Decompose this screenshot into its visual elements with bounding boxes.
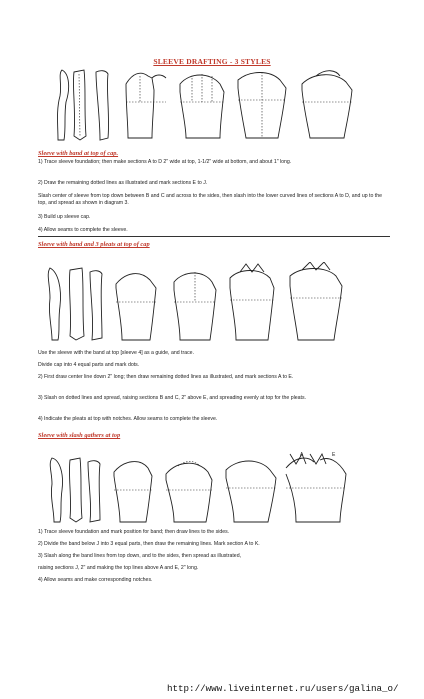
section-1-para-1: 1) Trace sleeve foundation; then make sections A to D 2" wide at top, 1-1/2" wide at bottom, and about 1" long. xyxy=(38,159,292,165)
section-3-para-1: 1) Trace sleeve foundation and mark position for band; then draw lines to the sides. xyxy=(38,529,230,535)
section-1-para-5: 4) Allow seams to complete the sleeve. xyxy=(38,227,128,233)
section-heading-2: Sleeve with band and 3 pleats at top of cap xyxy=(38,241,150,248)
source-url[interactable]: http://www.liveinternet.ru/users/galina_o/ xyxy=(167,683,399,694)
page-title: SLEEVE DRAFTING - 3 STYLES xyxy=(153,57,271,66)
figure-sleeve-slash-gathers xyxy=(40,450,380,526)
section-heading-1: Sleeve with band at top of cap. xyxy=(38,150,119,157)
section-1-para-2: 2) Draw the remaining dotted lines as illustrated and mark sections E to J. xyxy=(38,180,208,186)
section-3-para-4: raising sections J, 2" and making the top lines above A and E, 2" long. xyxy=(38,565,199,571)
section-3-para-5: 4) Allow seams and make corresponding notches. xyxy=(38,577,153,583)
section-divider xyxy=(38,236,390,237)
section-1-para-4: 3) Build up sleeve cap. xyxy=(38,214,91,220)
section-1-para-3: Slash center of sleeve from top down between B and C and across to the sides, then slash into the lower curved lines of sections A to D, and up to the top, and spread as shown in diagram 3. xyxy=(38,193,383,207)
section-2-para-4: 3) Slash on dotted lines and spread, raising sections B and C, 2" above E, and spreading evenly at top for the pleats. xyxy=(38,395,307,401)
figure-sleeve-band-top xyxy=(40,66,380,144)
figure-sleeve-pleats xyxy=(40,262,380,344)
section-3-para-2: 2) Divide the band below J into 3 equal parts, then draw the remaining lines. Mark section A to K. xyxy=(38,541,260,547)
svg-text:A: A xyxy=(300,452,304,458)
section-2-para-1: Use the sleeve with the band at top [sleeve 4] as a guide, and trace. xyxy=(38,350,195,356)
section-2-para-2: Divide cap into 4 equal parts and mark dots. xyxy=(38,362,140,368)
section-heading-3: Sleeve with slash gathers at top xyxy=(38,432,121,439)
section-3-para-3: 3) Slash along the band lines from top down, and to the sides, then spread as illustrated, xyxy=(38,553,242,559)
section-2-para-3: 2) First draw center line down 2" long; then draw remaining dotted lines as illustrated, and mark sections A to E. xyxy=(38,374,294,380)
svg-text:E: E xyxy=(332,452,336,458)
section-2-para-5: 4) Indicate the pleats at top with notches. Allow seams to complete the sleeve. xyxy=(38,416,218,422)
